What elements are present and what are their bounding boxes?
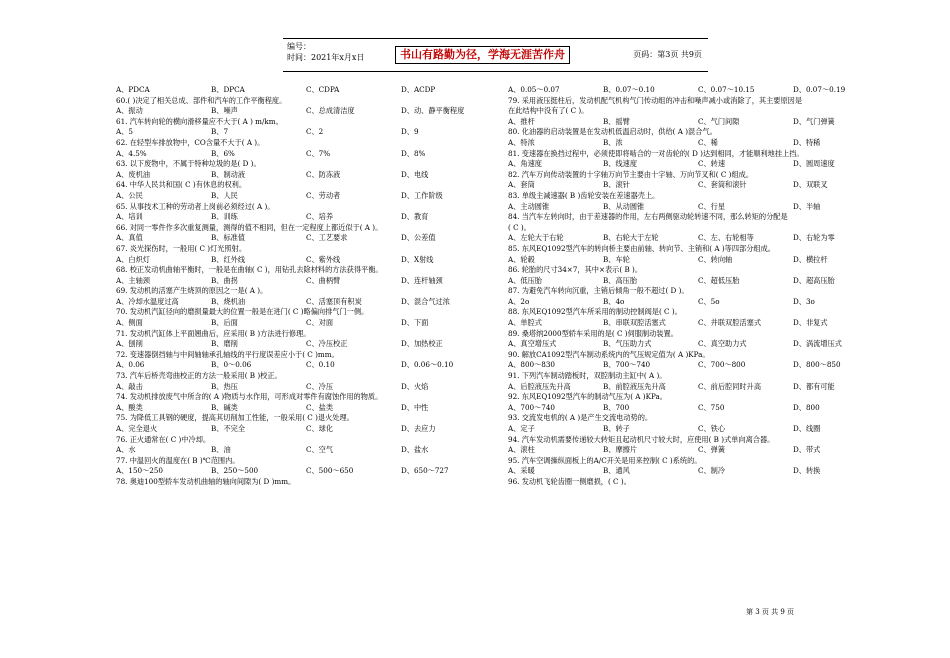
option-text: B、标准值 xyxy=(211,233,246,243)
option-text: A、后腔液压先升高 xyxy=(508,381,571,391)
option-text: A、冷却水温度过高 xyxy=(116,296,179,306)
option-text: C、750 xyxy=(698,402,725,412)
question-text: ( C )。 xyxy=(508,222,531,232)
option-text: A、公民 xyxy=(116,190,143,200)
question-text: 72. 变速器倒挡轴与中间轴轴承孔轴线的平行度误差应小于( C )mm。 xyxy=(116,349,339,359)
question-text: 88. 东风EQ1092型汽车所采用的制动控制阀是( C )。 xyxy=(508,307,682,317)
question-text: 90. 解放CA1092型汽车制动系统内的气压规定值为( A )KPa。 xyxy=(508,349,710,359)
option-text: B、热压 xyxy=(211,381,238,391)
option-text: A、真空增压式 xyxy=(508,339,557,349)
answer-options xyxy=(116,170,496,181)
answer-options xyxy=(116,212,496,223)
option-text: A、主轴颈 xyxy=(116,275,150,285)
option-text: D、右轮为零 xyxy=(793,233,835,243)
option-text: A、真值 xyxy=(116,233,143,243)
page-header xyxy=(283,38,708,72)
answer-options xyxy=(116,85,496,96)
option-text: C、左、右轮相等 xyxy=(698,233,754,243)
question-text: 61. 汽车转向轮的横向滑移量应不大于( A ) m/km。 xyxy=(116,116,283,126)
option-text: D、教育 xyxy=(401,212,429,222)
option-text: B、浓 xyxy=(603,137,623,147)
option-text: A、定子 xyxy=(508,424,535,433)
question-text: 82. 汽车万向传动装置的十字轴万向节主要由十字轴、万向节叉和( C )组成。 xyxy=(508,169,754,179)
page-footer: 第 3 页 共 9 页 xyxy=(746,608,795,616)
option-text: D、3o xyxy=(793,296,815,306)
option-text: C、活塞顶有积炭 xyxy=(306,296,362,306)
option-text: C、700～800 xyxy=(698,360,746,370)
answer-options xyxy=(116,127,496,138)
option-text: A、低压胎 xyxy=(508,275,542,285)
option-text: B、线速度 xyxy=(603,159,638,169)
option-text: A、0.05～0.07 xyxy=(508,85,560,94)
option-text: B、制动液 xyxy=(211,169,246,179)
option-text: D、电线 xyxy=(401,169,429,179)
header-motto: 书山有路勤为径，学海无涯苦作舟 xyxy=(395,46,570,64)
answer-options xyxy=(116,445,496,456)
answer-options xyxy=(116,382,496,393)
header-meta xyxy=(287,41,364,63)
option-text: C、防冻液 xyxy=(306,169,341,179)
option-text: B、前腔液压先升高 xyxy=(603,381,666,391)
answer-options xyxy=(508,318,888,329)
answer-options xyxy=(116,233,496,244)
option-text: B、4o xyxy=(603,296,625,306)
question-text: 68. 校正发动机曲轴平衡时，一般是在曲轴( C )，用钻孔去除材料的方法获得平衡。 xyxy=(116,265,383,275)
answer-options xyxy=(116,255,496,266)
option-text: D、圆周速度 xyxy=(793,159,835,169)
option-text: D、都有可能 xyxy=(793,381,835,391)
option-text: D、8% xyxy=(401,148,426,158)
option-text: B、红外线 xyxy=(211,254,246,264)
option-text: B、高压胎 xyxy=(603,275,638,285)
question-text: 74. 发动机排放废气中所含的( A )物质与水作用，可形成对零件有腐蚀作用的物质。 xyxy=(116,392,383,402)
option-text: A、单腔式 xyxy=(508,318,542,328)
answer-options xyxy=(116,297,496,308)
option-text: C、工艺要求 xyxy=(306,233,348,243)
option-text: C、对面 xyxy=(306,318,334,328)
option-text: B、摩擦片 xyxy=(603,445,638,455)
option-text: A、特浓 xyxy=(508,137,535,147)
option-text: D、线圈 xyxy=(793,424,821,433)
option-text: B、滚针 xyxy=(603,180,630,190)
question-text: 70. 发动机汽缸径向的磨损量最大的位置一般是在进门( C )略偏向排气门一侧。 xyxy=(116,307,369,317)
answer-options xyxy=(116,191,496,202)
answer-options xyxy=(116,403,496,414)
option-text: A、酸类 xyxy=(116,402,143,412)
answer-options xyxy=(508,424,888,435)
question-text: 78. 奥迪100型轿车发动机曲轴的轴向间隙为( D )mm。 xyxy=(116,476,296,486)
option-text: D、动、静平衡程度 xyxy=(401,106,465,116)
option-text: B、训练 xyxy=(211,212,238,222)
option-text: A、采暖 xyxy=(508,466,535,476)
answer-options xyxy=(116,360,496,371)
question-text: 64. 中华人民共和国( C )有休息的权利。 xyxy=(116,180,247,190)
option-text: C、冷压校正 xyxy=(306,339,348,349)
option-text: A、2o xyxy=(508,296,530,306)
option-text: D、0.07～0.19 xyxy=(793,85,846,94)
option-text: B、油 xyxy=(211,445,231,455)
answer-options xyxy=(508,339,888,350)
option-text: D、连杆轴颈 xyxy=(401,275,443,285)
question-text: 75. 为降低工具钢的硬度，提高其切削加工性能，一般采用( C )退火处理。 xyxy=(116,413,354,423)
option-text: D、800～850 xyxy=(793,360,841,370)
question-text: 89. 桑塔纳2000型轿车采用的是( C )伺服制动装置。 xyxy=(508,328,678,338)
option-text: C、铁心 xyxy=(698,424,726,433)
option-text: D、火焰 xyxy=(401,381,429,391)
question-text: 80. 化油器的启动装置是在发动机低温启动时，供给( A )混合气。 xyxy=(508,127,717,137)
option-text: C、冷压 xyxy=(306,381,334,391)
answer-options xyxy=(508,85,888,96)
answer-options xyxy=(116,149,496,160)
option-text: A、刨削 xyxy=(116,339,143,349)
option-text: B、磨削 xyxy=(211,339,238,349)
option-text: D、双联叉 xyxy=(793,180,828,190)
question-text: 79. 采用液压挺柱后，发动机配气机构气门传动组的冲击和噪声减小或消除了，其主要原因是 xyxy=(508,95,803,105)
option-text: D、混合气过浓 xyxy=(401,296,450,306)
option-text: D、非复式 xyxy=(793,318,828,328)
option-text: A、0.06 xyxy=(116,360,145,370)
option-text: B、串联双腔活塞式 xyxy=(603,318,666,328)
answer-options xyxy=(508,159,888,170)
option-text: C、制冷 xyxy=(698,466,726,476)
time-label: 时间：2021年x月x日 xyxy=(287,53,365,62)
option-text: D、盐水 xyxy=(401,445,429,455)
option-text: A、废机油 xyxy=(116,169,150,179)
option-text: A、700～740 xyxy=(508,402,556,412)
answer-options xyxy=(116,339,496,350)
option-text: D、ACDP xyxy=(401,85,436,94)
question-text: 66. 对同一零件作多次重复测量，测得的值不相同，但在一定程度上都近似于( A )。 xyxy=(116,222,383,232)
option-text: C、转速 xyxy=(698,159,726,169)
option-text: C、7% xyxy=(306,148,331,158)
option-text: C、真空助力式 xyxy=(698,339,747,349)
option-text: C、套筒和滚针 xyxy=(698,180,747,190)
option-text: B、通风 xyxy=(603,466,630,476)
question-text: 81. 变速器在换挡过程中，必须使即将啮合的一对齿轮的( D )达到相同，才能顺利地挂上挡。 xyxy=(508,148,804,158)
answer-options xyxy=(508,202,888,213)
option-text: C、盐类 xyxy=(306,402,334,412)
answer-options xyxy=(116,318,496,329)
question-text: 85. 东风EQ1092型汽车的转向桥主要由前轴、转向节、主销和( A )等四部分组成。 xyxy=(508,243,775,253)
option-text: B、噪声 xyxy=(211,106,238,116)
option-text: A、水 xyxy=(116,445,136,455)
option-text: C、5o xyxy=(698,296,720,306)
option-text: B、700～740 xyxy=(603,360,651,370)
answer-options xyxy=(508,117,888,128)
option-text: B、车轮 xyxy=(603,254,630,264)
answer-options xyxy=(116,106,496,117)
question-text: 94. 汽车发动机需要传递较大转矩且起动机尺寸较大时，应使用( B )式单向离合器。 xyxy=(508,434,775,444)
option-text: D、超高压胎 xyxy=(793,275,835,285)
question-text: 83. 单级主减速器( B )齿轮安装在差速器壳上。 xyxy=(508,190,660,200)
option-text: D、650～727 xyxy=(401,466,449,476)
right-column xyxy=(508,85,888,488)
answer-options xyxy=(508,180,888,191)
option-text: D、公差值 xyxy=(401,233,436,243)
answer-options xyxy=(508,382,888,393)
option-text: B、人民 xyxy=(211,190,238,200)
option-text: C、曲柄臂 xyxy=(306,275,341,285)
question-text: 86. 轮胎的尺寸34×7，其中×表示( B )。 xyxy=(508,265,643,275)
option-text: D、转换 xyxy=(793,466,821,476)
left-column xyxy=(116,85,496,488)
question-text: 76. 正火通常在( C )中冷却。 xyxy=(116,434,211,444)
option-text: B、烧机油 xyxy=(211,296,246,306)
option-text: C、总成清洁度 xyxy=(306,106,355,116)
option-text: B、0～0.06 xyxy=(211,360,252,370)
option-text: C、前后腔同时升高 xyxy=(698,381,762,391)
question-text: 96. 发动机飞轮齿圈一侧磨损，( C )。 xyxy=(508,476,631,486)
option-text: C、并联双腔活塞式 xyxy=(698,318,762,328)
option-text: C、劳动者 xyxy=(306,190,341,200)
option-text: C、500～650 xyxy=(306,466,354,476)
option-text: D、涡流增压式 xyxy=(793,339,842,349)
option-text: A、振动 xyxy=(116,106,143,116)
option-text: C、空气 xyxy=(306,445,334,455)
option-text: D、工作阶级 xyxy=(401,190,443,200)
option-text: B、右轮大于左轮 xyxy=(603,233,659,243)
answer-options xyxy=(508,297,888,308)
option-text: B、DPCA xyxy=(211,85,245,94)
option-text: D、半轴 xyxy=(793,201,821,211)
option-text: D、加热校正 xyxy=(401,339,443,349)
option-text: B、0.07～0.10 xyxy=(603,85,655,94)
option-text: C、转向轴 xyxy=(698,254,733,264)
answer-options xyxy=(508,466,888,477)
option-text: D、9 xyxy=(401,127,419,137)
number-label: 编号： xyxy=(287,42,311,51)
option-text: A、5 xyxy=(116,127,133,137)
option-text: B、6% xyxy=(211,148,235,158)
option-text: D、去应力 xyxy=(401,424,436,433)
answer-options xyxy=(508,445,888,456)
option-text: C、气门间隙 xyxy=(698,116,740,126)
option-text: D、特稀 xyxy=(793,137,821,147)
option-text: B、转子 xyxy=(603,424,630,433)
option-text: B、气压助力式 xyxy=(603,339,652,349)
option-text: A、滚柱 xyxy=(508,445,535,455)
option-text: D、中性 xyxy=(401,402,429,412)
option-text: A、侧面 xyxy=(116,318,143,328)
option-text: B、曲拐 xyxy=(211,275,238,285)
option-text: A、白炽灯 xyxy=(116,254,150,264)
option-text: C、培养 xyxy=(306,212,334,222)
option-text: A、4.5% xyxy=(116,148,147,158)
option-text: D、下面 xyxy=(401,318,429,328)
answer-options xyxy=(508,360,888,371)
answer-options xyxy=(508,403,888,414)
question-text: 91. 下列汽车制动踏板时，双腔制动主缸中( A )。 xyxy=(508,371,667,381)
question-text: 84. 当汽车左转向时，由于差速器的作用，左右两侧驱动轮转速不同，那么转矩的分配是 xyxy=(508,212,788,222)
answer-options xyxy=(508,276,888,287)
question-text: 67. 炎光探伤时，一般用( C )灯光照射。 xyxy=(116,243,247,253)
answer-options xyxy=(508,233,888,244)
option-text: B、碱类 xyxy=(211,402,238,412)
option-text: C、2 xyxy=(306,127,324,137)
option-text: A、培训 xyxy=(116,212,143,222)
answer-options xyxy=(116,424,496,435)
option-text: C、稀 xyxy=(698,137,718,147)
option-text: A、主动圆锥 xyxy=(508,201,550,211)
option-text: B、7 xyxy=(211,127,229,137)
question-text: 87. 为避免汽车转向沉重，主销后倾角一般不超过( D )。 xyxy=(508,286,689,296)
answer-options xyxy=(508,138,888,149)
option-text: B、后面 xyxy=(211,318,238,328)
option-text: D、横拉杆 xyxy=(793,254,828,264)
page-number-label: 页码：第3页 共9页 xyxy=(633,50,702,59)
option-text: A、角速度 xyxy=(508,159,542,169)
option-text: B、不完全 xyxy=(211,424,246,433)
option-text: A、完全退火 xyxy=(116,424,158,433)
option-text: A、800～830 xyxy=(508,360,556,370)
option-text: A、轮毂 xyxy=(508,254,535,264)
option-text: B、从动圆锥 xyxy=(603,201,645,211)
question-text: 92. 东风EQ1092型汽车的制动气压为( A )KPa。 xyxy=(508,392,667,402)
option-text: B、250～500 xyxy=(211,466,259,476)
option-text: A、推杆 xyxy=(508,116,535,126)
option-text: A、左轮大于右轮 xyxy=(508,233,564,243)
option-text: D、0.06～0.10 xyxy=(401,360,454,370)
option-text: D、800 xyxy=(793,402,820,412)
option-text: D、气门弹簧 xyxy=(793,116,835,126)
question-text: 69. 发动机的活塞产生烧顶的原因之一是( A )。 xyxy=(116,286,268,296)
question-text: 在此结构中没有了( C )。 xyxy=(508,106,589,116)
question-text: 65. 从事技术工种的劳动者上岗前必须经过( A )。 xyxy=(116,201,275,211)
question-text: 63. 以下废物中，不属于特种垃圾的是( D )。 xyxy=(116,159,261,169)
option-text: C、0.07～10.15 xyxy=(698,85,755,94)
answer-options xyxy=(116,466,496,477)
option-text: A、敲击 xyxy=(116,381,143,391)
option-text: B、摇臂 xyxy=(603,116,630,126)
option-text: C、0.10 xyxy=(306,360,335,370)
option-text: A、PDCA xyxy=(116,85,150,94)
question-text: 60.( )决定了相关总成、部件和汽车的工作平衡程度。 xyxy=(116,95,287,105)
question-text: 73. 汽车后桥壳弯曲校正的方法一般采用( B )校正。 xyxy=(116,371,282,381)
question-text: 71. 发动机汽缸体上平面翘曲后，应采用( B )方法进行修理。 xyxy=(116,328,311,338)
option-text: B、700 xyxy=(603,402,630,412)
option-text: A、150～250 xyxy=(116,466,164,476)
question-text: 62. 在轻型车排放物中，CO含量不大于( A )。 xyxy=(116,137,265,147)
option-text: C、弹簧 xyxy=(698,445,726,455)
option-text: C、紫外线 xyxy=(306,254,341,264)
option-text: D、带式 xyxy=(793,445,821,455)
option-text: A、套筒 xyxy=(508,180,535,190)
option-text: D、X射线 xyxy=(401,254,434,264)
option-text: C、行星 xyxy=(698,201,726,211)
answer-options xyxy=(116,276,496,287)
option-text: C、CDPA xyxy=(306,85,340,94)
question-text: 77. 中温回火的温度在( B )℃范围内。 xyxy=(116,455,240,465)
option-text: C、球化 xyxy=(306,424,334,433)
question-text: 95. 汽车空调操纵面板上的A/C开关是用来控制( C )系统的。 xyxy=(508,455,702,465)
option-text: C、超低压胎 xyxy=(698,275,740,285)
question-text: 93. 交流发电机的( A )是产生交流电动势的。 xyxy=(508,413,653,423)
answer-options xyxy=(508,255,888,266)
